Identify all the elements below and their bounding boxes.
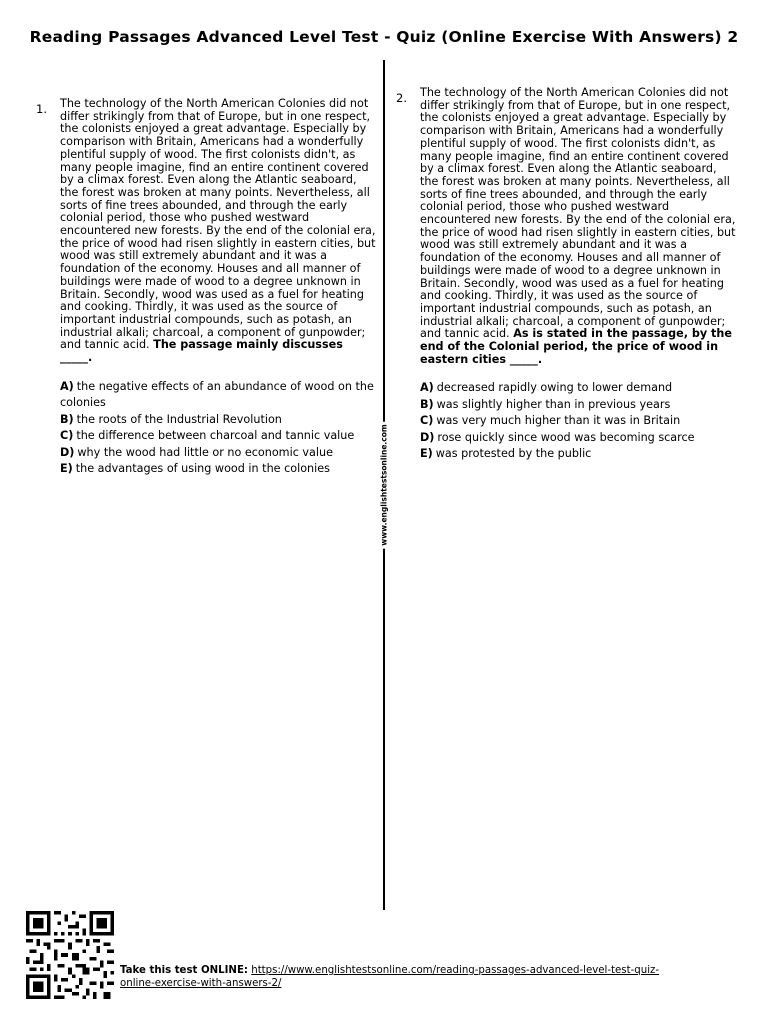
footer-label: Take this test ONLINE:: [120, 965, 248, 976]
answer-option-c[interactable]: [420, 413, 738, 430]
answer-options: [60, 379, 376, 478]
option-text: was very much higher than it was in Britain: [436, 414, 681, 428]
answer-option-a[interactable]: [420, 380, 738, 397]
option-text: the roots of the Industrial Revolution: [76, 412, 282, 426]
option-text: decreased rapidly owing to lower demand: [436, 381, 673, 395]
option-text: was slightly higher than in previous years: [436, 397, 671, 411]
option-text: the advantages of using wood in the colonies: [75, 462, 330, 476]
question-passage: [420, 87, 738, 366]
option-letter: B): [420, 397, 434, 411]
option-letter: C): [420, 414, 434, 428]
option-letter: C): [60, 429, 74, 443]
question-prompt: As is stated in the passage, by the end of the Colonial period, the price of wood in eastern cities _____.: [420, 327, 732, 366]
option-text: rose quickly since wood was becoming scarce: [437, 430, 695, 444]
question-body: [420, 87, 738, 463]
option-letter: B): [60, 412, 74, 426]
question-body: [60, 98, 376, 478]
passage-text: The technology of the North American Colonies did not differ strikingly from that of Europe, but in one respect, the colonists enjoyed a great advantage. Especially by comparison with Britain, Americans had a wonderfully plentiful supply of wood. The first colonists didn't, as many people imagine, find an entire continent covered by a climax forest. Even along the Atlantic seaboard, the forest was broken at many points. Nevertheless, all sorts of fine trees abounded, and through the early colonial period, those who pushed westward encountered new forests. By the end of the colonial era, the price of wood had risen slightly in eastern cities, but wood was still extremely abundant and it was a foundation of the economy. Houses and all manner of buildings were made of wood to a degree unknown in Britain. Secondly, wood was used as a fuel for heating and cooking. Thirdly, it was used as the source of important industrial compounds, such as potash, an industrial alkali; charcoal, a component of gunpowder; and tannic acid.: [420, 86, 736, 341]
question-number: 1.: [36, 102, 47, 116]
footer: [120, 964, 680, 990]
question-prompt: The passage mainly discusses _____.: [60, 338, 343, 365]
answer-option-b[interactable]: [60, 412, 376, 429]
question-number: 2.: [396, 91, 407, 105]
option-text: the difference between charcoal and tannic value: [76, 429, 355, 443]
option-text: the negative effects of an abundance of wood on the colonies: [60, 379, 374, 410]
option-letter: D): [60, 445, 75, 459]
answer-option-d[interactable]: [60, 445, 376, 462]
question-passage: [60, 98, 376, 365]
option-letter: E): [60, 462, 73, 476]
question-1: [36, 98, 376, 478]
answer-options: [420, 380, 738, 463]
qr-code-icon[interactable]: [26, 911, 114, 999]
site-watermark: [373, 420, 395, 550]
option-letter: E): [420, 447, 433, 461]
answer-option-e[interactable]: [60, 461, 376, 478]
answer-option-b[interactable]: [420, 397, 738, 414]
option-text: was protested by the public: [435, 447, 592, 461]
answer-option-d[interactable]: [420, 430, 738, 447]
answer-option-a[interactable]: [60, 379, 376, 412]
option-letter: A): [60, 379, 74, 393]
answer-option-e[interactable]: [420, 446, 738, 463]
site-watermark-text: www.englishtestsonline.com: [380, 421, 389, 548]
option-letter: A): [420, 381, 434, 395]
option-letter: D): [420, 430, 435, 444]
question-2: [396, 87, 738, 463]
test-url-link[interactable]: https://www.englishtestsonline.com/reading-passages-advanced-level-test-quiz-online-exercise-with-answers-2/: [120, 965, 660, 989]
answer-option-c[interactable]: [60, 428, 376, 445]
page-title: Reading Passages Advanced Level Test - Quiz (Online Exercise With Answers) 2: [29, 28, 739, 46]
option-text: why the wood had little or no economic value: [77, 445, 333, 459]
passage-text: The technology of the North American Colonies did not differ strikingly from that of Europe, but in one respect, the colonists enjoyed a great advantage. Especially by comparison with Britain, Americans had a wonderfully plentiful supply of wood. The first colonists didn't, as many people imagine, find an entire continent covered by a climax forest. Even along the Atlantic seaboard, the forest was broken at many points. Nevertheless, all sorts of fine trees abounded, and through the early colonial period, those who pushed westward encountered new forests. By the end of the colonial era, the price of wood had risen slightly in eastern cities, but wood was still extremely abundant and it was a foundation of the economy. Houses and all manner of buildings were made of wood to a degree unknown in Britain. Secondly, wood was used as a fuel for heating and cooking. Thirdly, it was used as the source of important industrial compounds, such as potash, an industrial alkali; charcoal, a component of gunpowder; and tannic acid.: [60, 97, 376, 352]
